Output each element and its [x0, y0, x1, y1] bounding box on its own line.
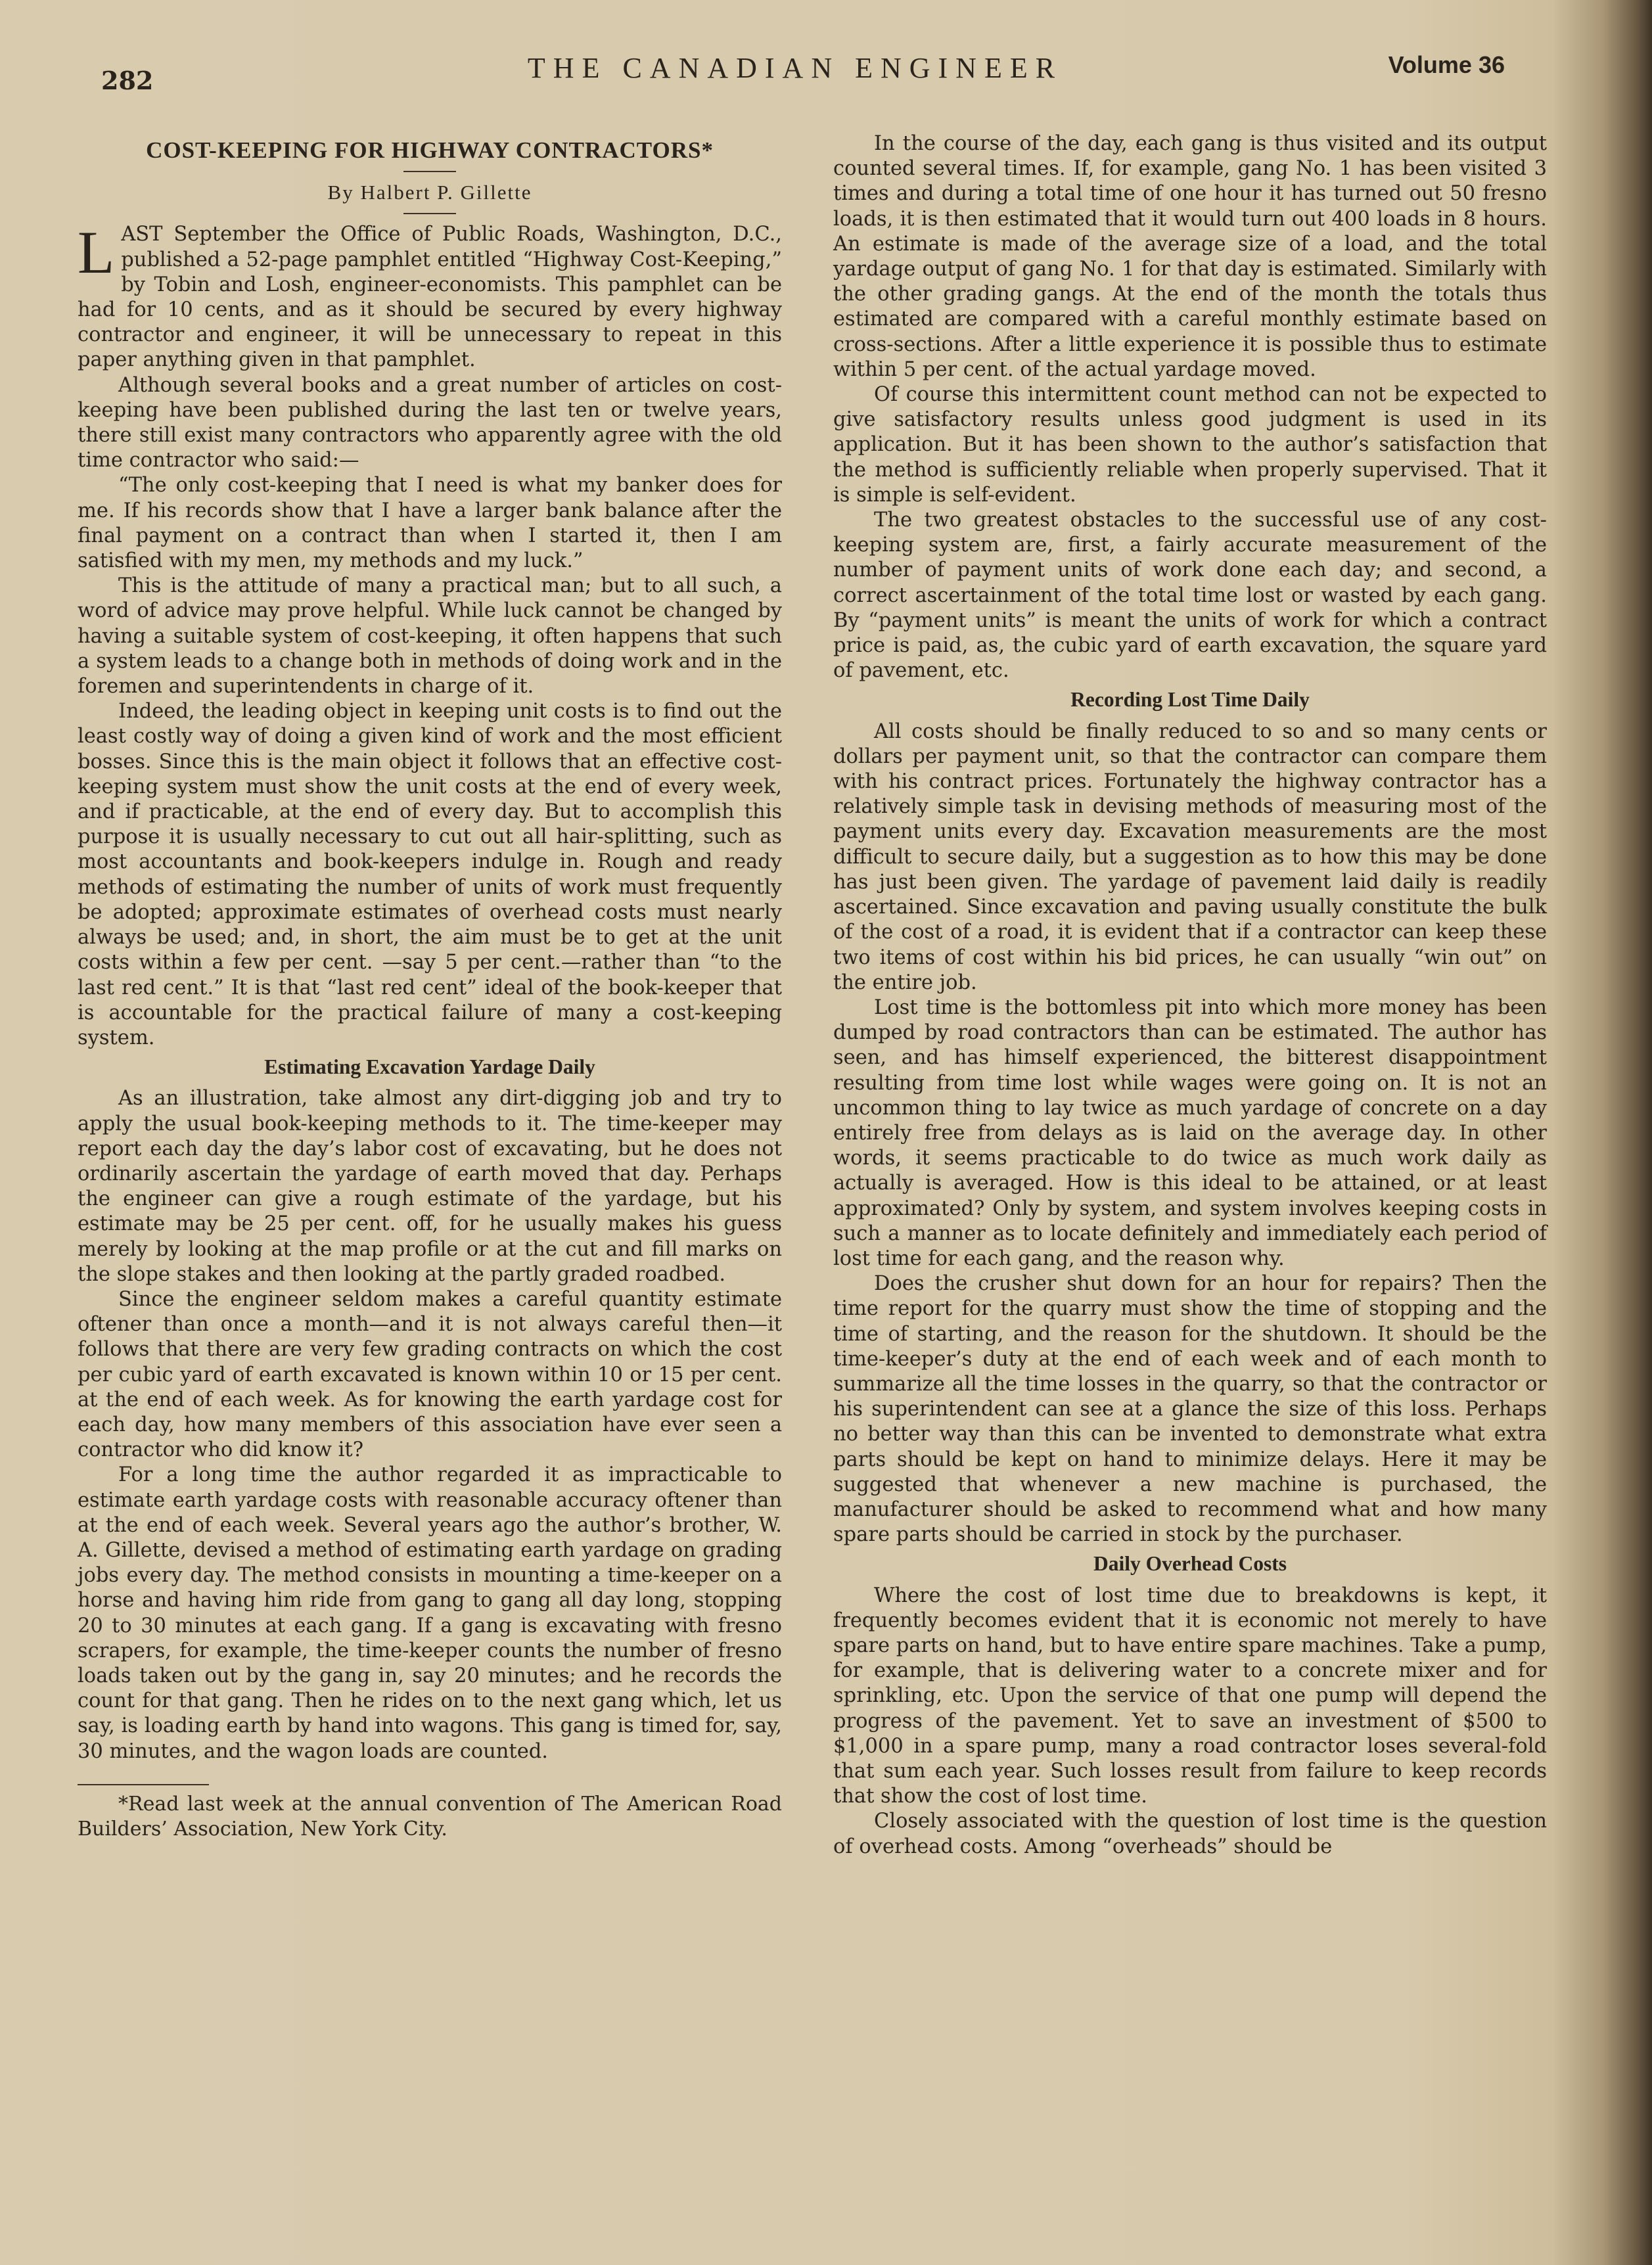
- right-column: [833, 131, 1547, 1860]
- subheading: Recording Lost Time Daily: [1070, 688, 1310, 712]
- title-rule: [403, 171, 456, 172]
- paragraph: Although several books and a great number of articles on cost-keeping have been published during the last ten or twelve years, there still exist many contractors who apparently agree with the old time contractor who said:—: [78, 373, 782, 472]
- footnote: *Read last week at the annual convention of The American Road Builders’ Association, New York City.: [78, 1792, 782, 1841]
- byline: By Halbert P. Gillette: [327, 181, 532, 204]
- subheading: Daily Overhead Costs: [1093, 1552, 1287, 1576]
- page-number: 282: [101, 66, 154, 95]
- paragraph: Does the crusher shut down for an hour for repairs? Then the time report for the quarry must show the time of stopping and the time of starting, and the reason for the shutdown. It should be the time-keeper’s duty at the end of each week and of each month to summarize all the time losses in the quarry, so that the contractor or his superintendent can see at a glance the size of this loss. Perhaps no better way than this can be invented to demonstrate what extra parts should be kept on hand to minimize delays. Here it may be suggested that whenever a new machine is purchased, the manufacturer should be asked to recommend what and how many spare parts should be carried in stock by the purchaser.: [833, 1272, 1547, 1547]
- quotation: “The only cost-keeping that I need is what my banker does for me. If his records show that I have a larger bank balance after the final payment on a contract than when I started it, then I am satisfied with my men, my methods and my luck.”: [78, 474, 782, 573]
- paragraph: In the course of the day, each gang is thus visited and its output counted several times. If, for example, gang No. 1 has been visited 3 times and during a total time of one hour it has turned out 50 fresno loads, it is then estimated that it would turn out 400 loads in 8 hours. An estimate is made of the average size of a load, and the total yardage output of gang No. 1 for that day is estimated. Similarly with the other grading gangs. At the end of the month the totals thus estimated are compared with a careful monthly estimate based on cross-sections. After a little experience it is possible thus to estimate within 5 per cent. of the actual yardage moved.: [833, 132, 1547, 381]
- byline-rule: [403, 213, 456, 214]
- paragraph: All costs should be finally reduced to so and so many cents or dollars per payment unit, so that the contractor can compare them with his contract prices. Fortunately the highway contractor has a relatively simple task in devising methods of measuring most of the payment units every day. Excavation measurements are the most difficult to secure daily, but a suggestion as to how this may be done has just been given. The yardage of pavement laid daily is readily ascertained. Since excavation and paving usually constitute the bulk of the cost of a road, it is evident that if a contractor can keep these two items of cost within his bid prices, he can usually “win out” on the entire job.: [833, 720, 1547, 994]
- paragraph: This is the attitude of many a practical man; but to all such, a word of advice may prove helpful. While luck cannot be changed by having a suitable system of cost-keeping, it often happens that such a system leads to a change both in methods of doing work and in the foremen and superintendents in charge of it.: [78, 574, 782, 698]
- left-column: [78, 131, 782, 1842]
- volume-label: Volume 36: [1388, 51, 1505, 78]
- footnote-rule: [78, 1784, 209, 1785]
- subheading: Estimating Excavation Yardage Daily: [264, 1055, 595, 1079]
- paragraph: [78, 219, 782, 373]
- paragraph: Lost time is the bottomless pit into which more money has been dumped by road contractors than can be estimated. The author has seen, and has himself experienced, the bitterest disappointment resulting from time lost while wages were going on. It is not an uncommon thing to lay twice as much yardage of concrete on a day entirely free from delays as is laid on the average day. In other words, it seems practicable to do twice as much work daily as actually is averaged. How is this ideal to be attained, or at least approximated? Only by system, and system involves keeping costs in such a manner as to locate definitely and immediately each period of lost time for each gang, and the reason why.: [833, 995, 1547, 1270]
- paragraph: Indeed, the leading object in keeping unit costs is to find out the least costly way of doing a given kind of work and the most efficient bosses. Since this is the main object it follows that an effective cost-keeping system must show the unit costs at the end of every week, and if practicable, at the end of every day. But to accomplish this purpose it is usually necessary to cut out all hair-splitting, such as most accountants and book-keepers indulge in. Rough and ready methods of estimating the number of units of work must frequently be adopted; approximate estimates of overhead costs must nearly always be used; and, in short, the aim must be to get at the unit costs within a few per cent. —say 5 per cent.—rather than “to the last red cent.” It is that “last red cent” ideal of the book-keeper that is accountable for the practical failure of many a cost-keeping system.: [78, 700, 782, 1049]
- paragraph: Of course this intermittent count method can not be expected to give satisfactory results unless good judgment is used in its application. But it has been shown to the author’s satisfaction that the method is sufficiently reliable when properly supervised. That it is simple is self-evident.: [833, 383, 1547, 507]
- drop-cap: L: [78, 219, 115, 286]
- paragraph: Since the engineer seldom makes a careful quantity estimate oftener than once a month—and it is not always careful then—it follows that there are very few grading contracts on which the cost per cubic yard of earth excavated is known within 10 or 15 per cent. at the end of each week. As for knowing the earth yardage cost for each day, how many members of this association have ever seen a contractor who did know it?: [78, 1287, 782, 1462]
- paragraph: The two greatest obstacles to the successful use of any cost-keeping system are, first, a fairly accurate measurement of the number of payment units of work done each day; and second, a correct ascertainment of the total time lost or wasted by each gang. By “payment units” is meant the units of work for which a contract price is paid, as, the cubic yard of earth excavation, the square yard of pavement, etc.: [833, 509, 1547, 683]
- paragraph-text: AST September the Office of Public Roads, Washington, D.C., published a 52-page pamphlet entitled “Highway Cost-Keeping,” by Tobin and Losh, engineer-economists. This pamphlet can be had for 10 cents, and as it should be secured by every highway contractor and engineer, it will be unnecessary to repeat in this paper anything given in that pamphlet.: [78, 223, 782, 372]
- journal-title: THE CANADIAN ENGINEER: [527, 52, 1063, 84]
- paragraph: Where the cost of lost time due to breakdowns is kept, it frequently becomes evident that it is economic not merely to have spare parts on hand, but to have entire spare machines. Take a pump, for example, that is delivering water to a concrete mixer and for sprinkling, etc. Upon the service of that one pump will depend the progress of the pavement. Yet to save an investment of $500 to $1,000 in a spare pump, many a road contractor loses several-fold that sum each year. Such losses result from failure to keep records that show the cost of lost time.: [833, 1584, 1547, 1808]
- paragraph: For a long time the author regarded it as impracticable to estimate earth yardage costs with reasonable accuracy oftener than at the end of each week. Several years ago the author’s brother, W. A. Gillette, devised a method of estimating earth yardage on grading jobs every day. The method consists in mounting a time-keeper on a horse and having him ride from gang to gang all day long, stopping 20 to 30 minutes at each gang. If a gang is excavating with fresno scrapers, for example, the time-keeper counts the number of fresno loads taken out by the gang in, say 20 minutes; and he records the count for that gang. Then he rides on to the next gang which, let us say, is loading earth by hand into wagons. This gang is timed for, say, 30 minutes, and the wagon loads are counted.: [78, 1463, 782, 1763]
- paragraph: Closely associated with the question of lost time is the question of overhead costs. Among “overheads” should be: [833, 1810, 1547, 1858]
- article-title: COST-KEEPING FOR HIGHWAY CONTRACTORS*: [146, 137, 714, 163]
- running-head: [85, 51, 1505, 95]
- paragraph: As an illustration, take almost any dirt-digging job and try to apply the usual book-keeping methods to it. The time-keeper may report each day the day’s labor cost of excavating, but he does not ordinarily ascertain the yardage of earth moved that day. Perhaps the engineer can give a rough estimate of the yardage, but his estimate may be 25 per cent. off, for he usually makes his guess merely by looking at the map profile or at the cut and fill marks on the slope stakes and then looking at the partly graded roadbed.: [78, 1087, 782, 1286]
